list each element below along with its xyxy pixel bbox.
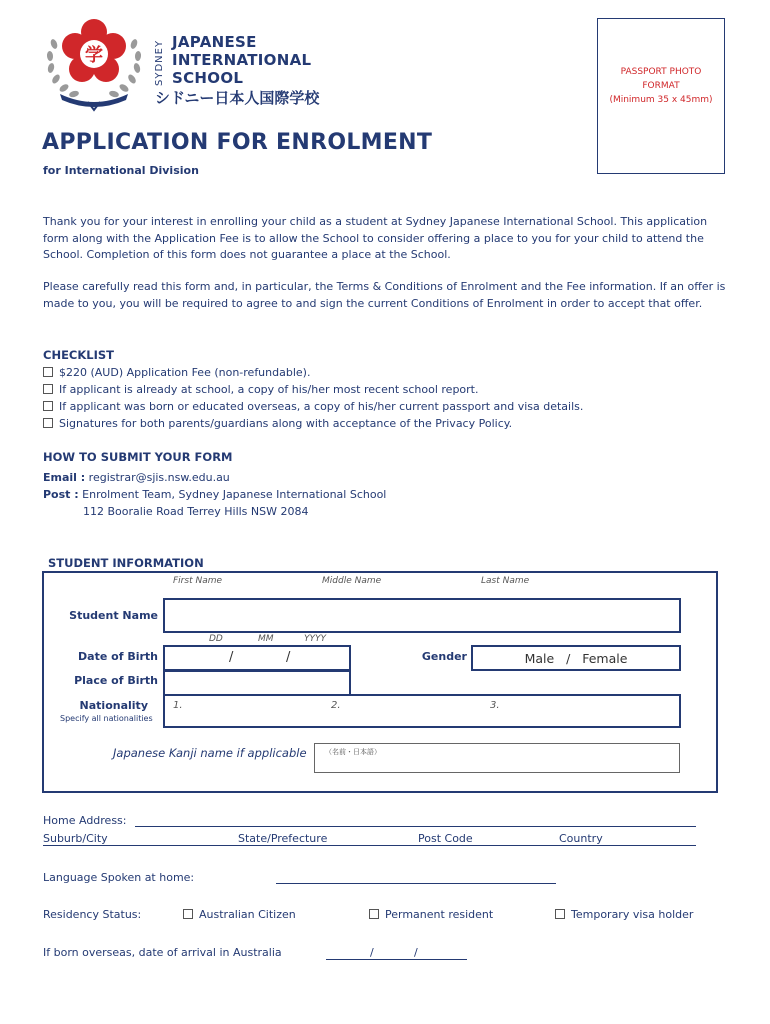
page-subtitle: for International Division xyxy=(43,164,199,177)
yyyy-hint: YYYY xyxy=(304,634,326,644)
residency-option[interactable]: Permanent resident xyxy=(369,908,493,921)
kanji-label: Japanese Kanji name if applicable xyxy=(113,746,307,760)
checkbox-icon[interactable] xyxy=(43,384,53,394)
checkbox-icon[interactable] xyxy=(43,401,53,411)
page-title: APPLICATION FOR ENROLMENT xyxy=(42,130,433,155)
submit-details: Email : registrar@sjis.nsw.edu.au Post : Enrolment Team, Sydney Japanese International School 112 Booralie Road Terrey Hills NSW 2084 xyxy=(43,471,387,518)
checklist xyxy=(43,364,583,432)
residency-option[interactable]: Australian Citizen xyxy=(183,908,296,921)
arrival-label: If born overseas, date of arrival in Australia xyxy=(43,946,282,959)
suburb-label: Suburb/City xyxy=(43,832,108,845)
checkbox-icon[interactable] xyxy=(369,909,379,919)
sydney-vertical-text: SYDNEY xyxy=(154,39,165,86)
checklist-item[interactable]: If applicant is already at school, a copy of his/her most recent school report. xyxy=(43,381,583,398)
language-label: Language Spoken at home: xyxy=(43,871,195,884)
checkbox-icon[interactable] xyxy=(183,909,193,919)
state-label: State/Prefecture xyxy=(238,832,328,845)
student-name-label: Student Name xyxy=(69,609,158,622)
gender-field[interactable]: Male / Female xyxy=(471,645,681,671)
passport-photo-box[interactable] xyxy=(597,18,725,174)
svg-text:学: 学 xyxy=(85,45,103,66)
place-of-birth-field[interactable] xyxy=(163,670,351,696)
school-name-line: SCHOOL xyxy=(172,69,244,87)
postcode-label: Post Code xyxy=(418,832,473,845)
checklist-heading: CHECKLIST xyxy=(43,348,115,362)
school-logo xyxy=(40,14,148,112)
school-name xyxy=(172,33,311,87)
school-name-line: JAPANESE xyxy=(172,33,257,51)
kanji-field[interactable]: （名前・日本語） xyxy=(314,743,680,773)
checkbox-icon[interactable] xyxy=(43,418,53,428)
dob-label: Date of Birth xyxy=(78,650,158,663)
checklist-item[interactable]: If applicant was born or educated overseas, a copy of his/her current passport and visa details. xyxy=(43,398,583,415)
intro-paragraph: Thank you for your interest in enrolling your child as a student at Sydney Japanese International School. This application form along with the Application Fee is to allow the School to consider offering a place to you for your child to attend the School. Completion of this form does not guarantee a place at the School. xyxy=(43,215,708,261)
country-label: Country xyxy=(559,832,603,845)
nationality-hint: Specify all nationalities xyxy=(60,714,153,723)
photo-instructions: PASSPORT PHOTO FORMAT (Minimum 35 x 45mm) xyxy=(609,67,713,105)
residency-label: Residency Status: xyxy=(43,908,142,921)
residency-option[interactable]: Temporary visa holder xyxy=(555,908,693,921)
language-line[interactable] xyxy=(276,883,556,884)
middle-name-hint: Middle Name xyxy=(322,576,382,586)
place-of-birth-label: Place of Birth xyxy=(74,674,158,687)
student-info-heading: STUDENT INFORMATION xyxy=(48,556,204,570)
dob-field[interactable]: / / xyxy=(163,645,351,671)
checklist-item[interactable]: Signatures for both parents/guardians along with acceptance of the Privacy Policy. xyxy=(43,415,583,432)
home-address-label: Home Address: xyxy=(43,814,127,827)
nationality-field[interactable]: 1. 2. 3. xyxy=(163,694,681,728)
first-name-hint: First Name xyxy=(173,576,223,586)
checkbox-icon[interactable] xyxy=(555,909,565,919)
intro-paragraph: Please carefully read this form and, in particular, the Terms & Conditions of Enrolment and the Fee information. If an offer is made to you, you will be required to agree to and sign the current Conditions of Enrolment in order to accept that offer. xyxy=(43,280,726,310)
checkbox-icon[interactable] xyxy=(43,367,53,377)
student-name-field[interactable] xyxy=(163,598,681,633)
submit-heading: HOW TO SUBMIT YOUR FORM xyxy=(43,450,233,464)
email-link[interactable]: registrar@sjis.nsw.edu.au xyxy=(88,471,230,484)
home-address-line[interactable] xyxy=(135,826,696,827)
school-name-line: INTERNATIONAL xyxy=(172,51,312,69)
dd-hint: DD xyxy=(209,634,223,644)
checklist-item[interactable]: $220 (AUD) Application Fee (non-refundable). xyxy=(43,364,583,381)
japanese-school-name: シドニー日本人国際学校 xyxy=(155,89,320,107)
gender-label: Gender xyxy=(421,650,467,663)
last-name-hint: Last Name xyxy=(481,576,530,586)
arrival-date-line[interactable]: / / xyxy=(326,946,467,960)
mm-hint: MM xyxy=(258,634,274,644)
nationality-label: Nationality xyxy=(79,699,148,712)
